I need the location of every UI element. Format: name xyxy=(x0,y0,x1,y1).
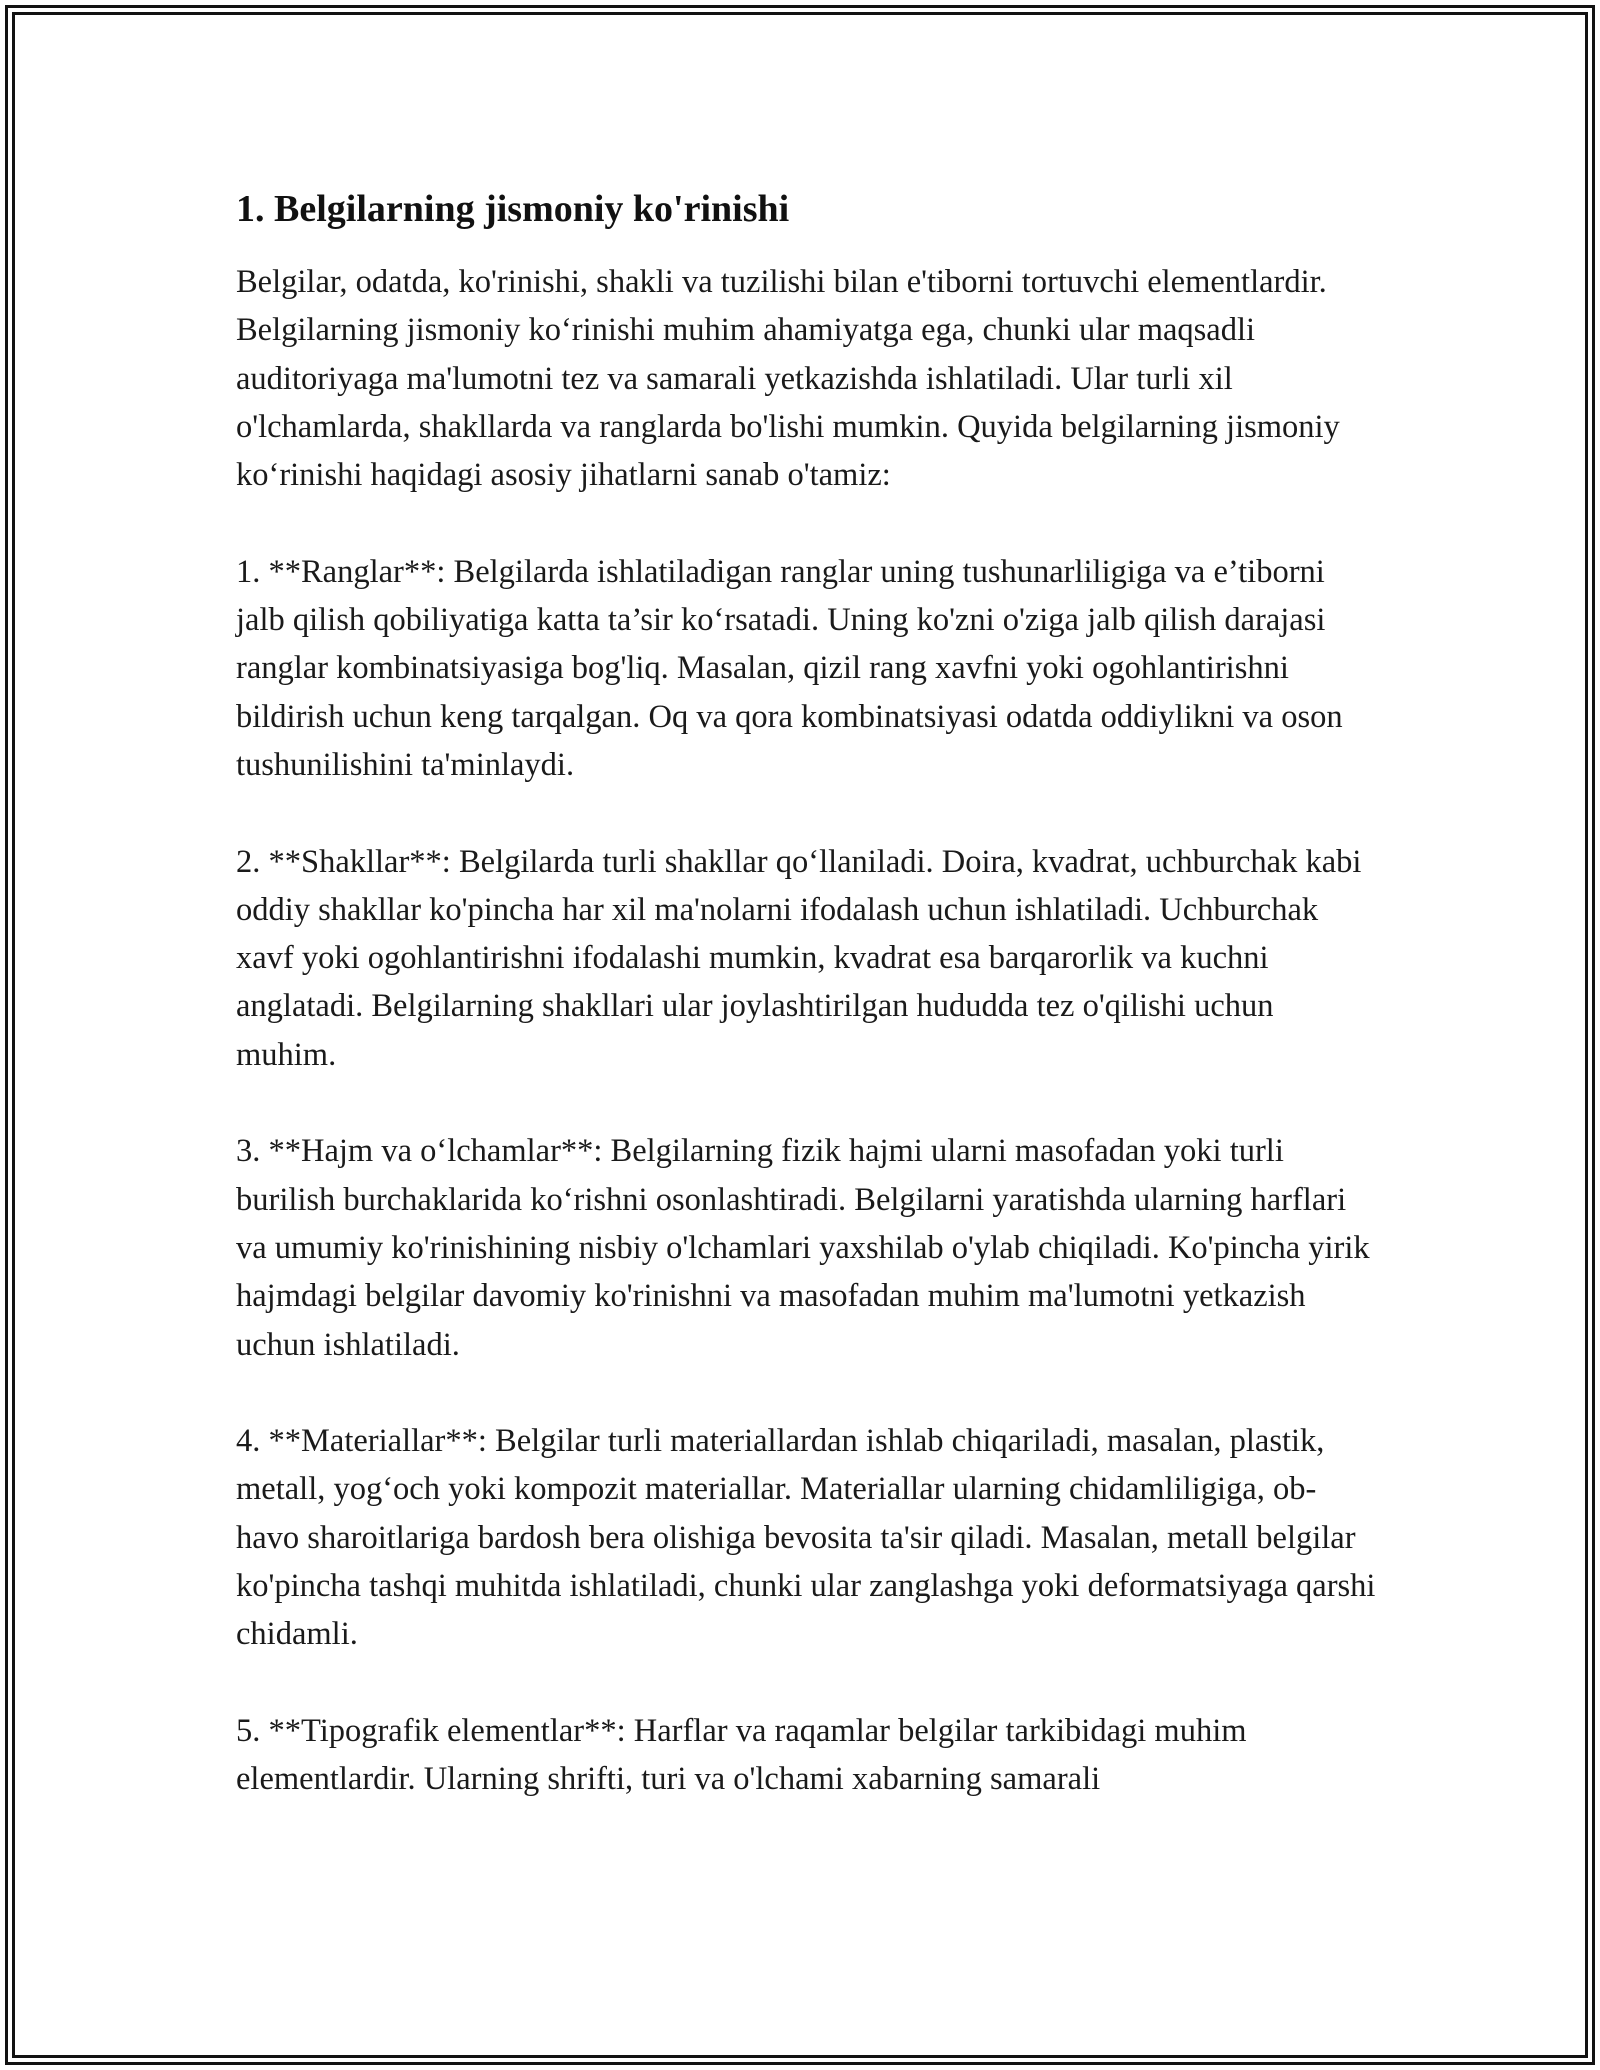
list-item-size: 3. **Hajm va o‘lchamlar**: Belgilarning fizik hajmi ularni masofadan yoki turli burilish burchaklarida ko‘rishni osonlashtiradi. Belgilarni yaratishda ularning harflari va umumiy ko'rinishining nisbiy o'lchamlari yaxshilab o'ylab chiqiladi. Ko'pincha yirik hajmdagi belgilar davomiy ko'rinishni va masofadan muhim ma'lumotni yetkazish uchun ishlatiladi. xyxy=(236,1133,1370,1363)
list-item-typography: 5. **Tipografik elementlar**: Harflar va raqamlar belgilar tarkibidagi muhim elementlardir. Ularning shrifti, turi va o'lchami xabarning samarali xyxy=(236,1712,1247,1798)
list-item-colors: 1. **Ranglar**: Belgilarda ishlatiladigan ranglar uning tushunarliligiga va e’tiborni jalb qilish qobiliyatiga katta ta’sir ko‘rsatadi. Uning ko'zni o'ziga jalb qilish darajasi ranglar kombinatsiyasiga bog'liq. Masalan, qizil rang xavfni yoki ogohlantirishni bildirish uchun keng tarqalgan. Oq va qora kombinatsiyasi odatda oddiylikni va oson tushunilishini ta'minlaydi. xyxy=(236,553,1343,783)
intro-paragraph: Belgilar, odatda, ko'rinishi, shakli va tuzilishi bilan e'tiborni tortuvchi elementlardir. Belgilarning jismoniy ko‘rinishi muhim ahamiyatga ega, chunki ular maqsadli auditoriyaga ma'lumotni tez va samarali yetkazishda ishlatiladi. Ular turli xil o'lchamlarda, shakllarda va ranglarda bo'lishi mumkin. Quyida belgilarning jismoniy ko‘rinishi haqidagi asosiy jihatlarni sanab o'tamiz: xyxy=(236,264,1340,494)
list-item-shapes: 2. **Shakllar**: Belgilarda turli shakllar qo‘llaniladi. Doira, kvadrat, uchburchak kabi oddiy shakllar ko'pincha har xil ma'nolarni ifodalash uchun ishlatiladi. Uchburchak xavf yoki ogohlantirishni ifodalashi mumkin, kvadrat esa barqarorlik va kuchni anglatadi. Belgilarning shakllari ular joylashtirilgan hududda tez o'qilishi uchun muhim. xyxy=(236,843,1362,1073)
section-heading: 1. Belgilarning jismoniy ko'rinishi xyxy=(236,188,790,230)
list-item-materials: 4. **Materiallar**: Belgilar turli materiallardan ishlab chiqariladi, masalan, plastik, metall, yog‘och yoki kompozit materiallar. Materiallar ularning chidamliligiga, ob-havo sharoitlariga bardosh bera olishiga bevosita ta'sir qiladi. Masalan, metall belgilar ko'pincha tashqi muhitda ishlatiladi, chunki ular zanglashga yoki deformatsiyaga qarshi chidamli. xyxy=(236,1423,1376,1653)
document-body xyxy=(236,184,1376,1804)
